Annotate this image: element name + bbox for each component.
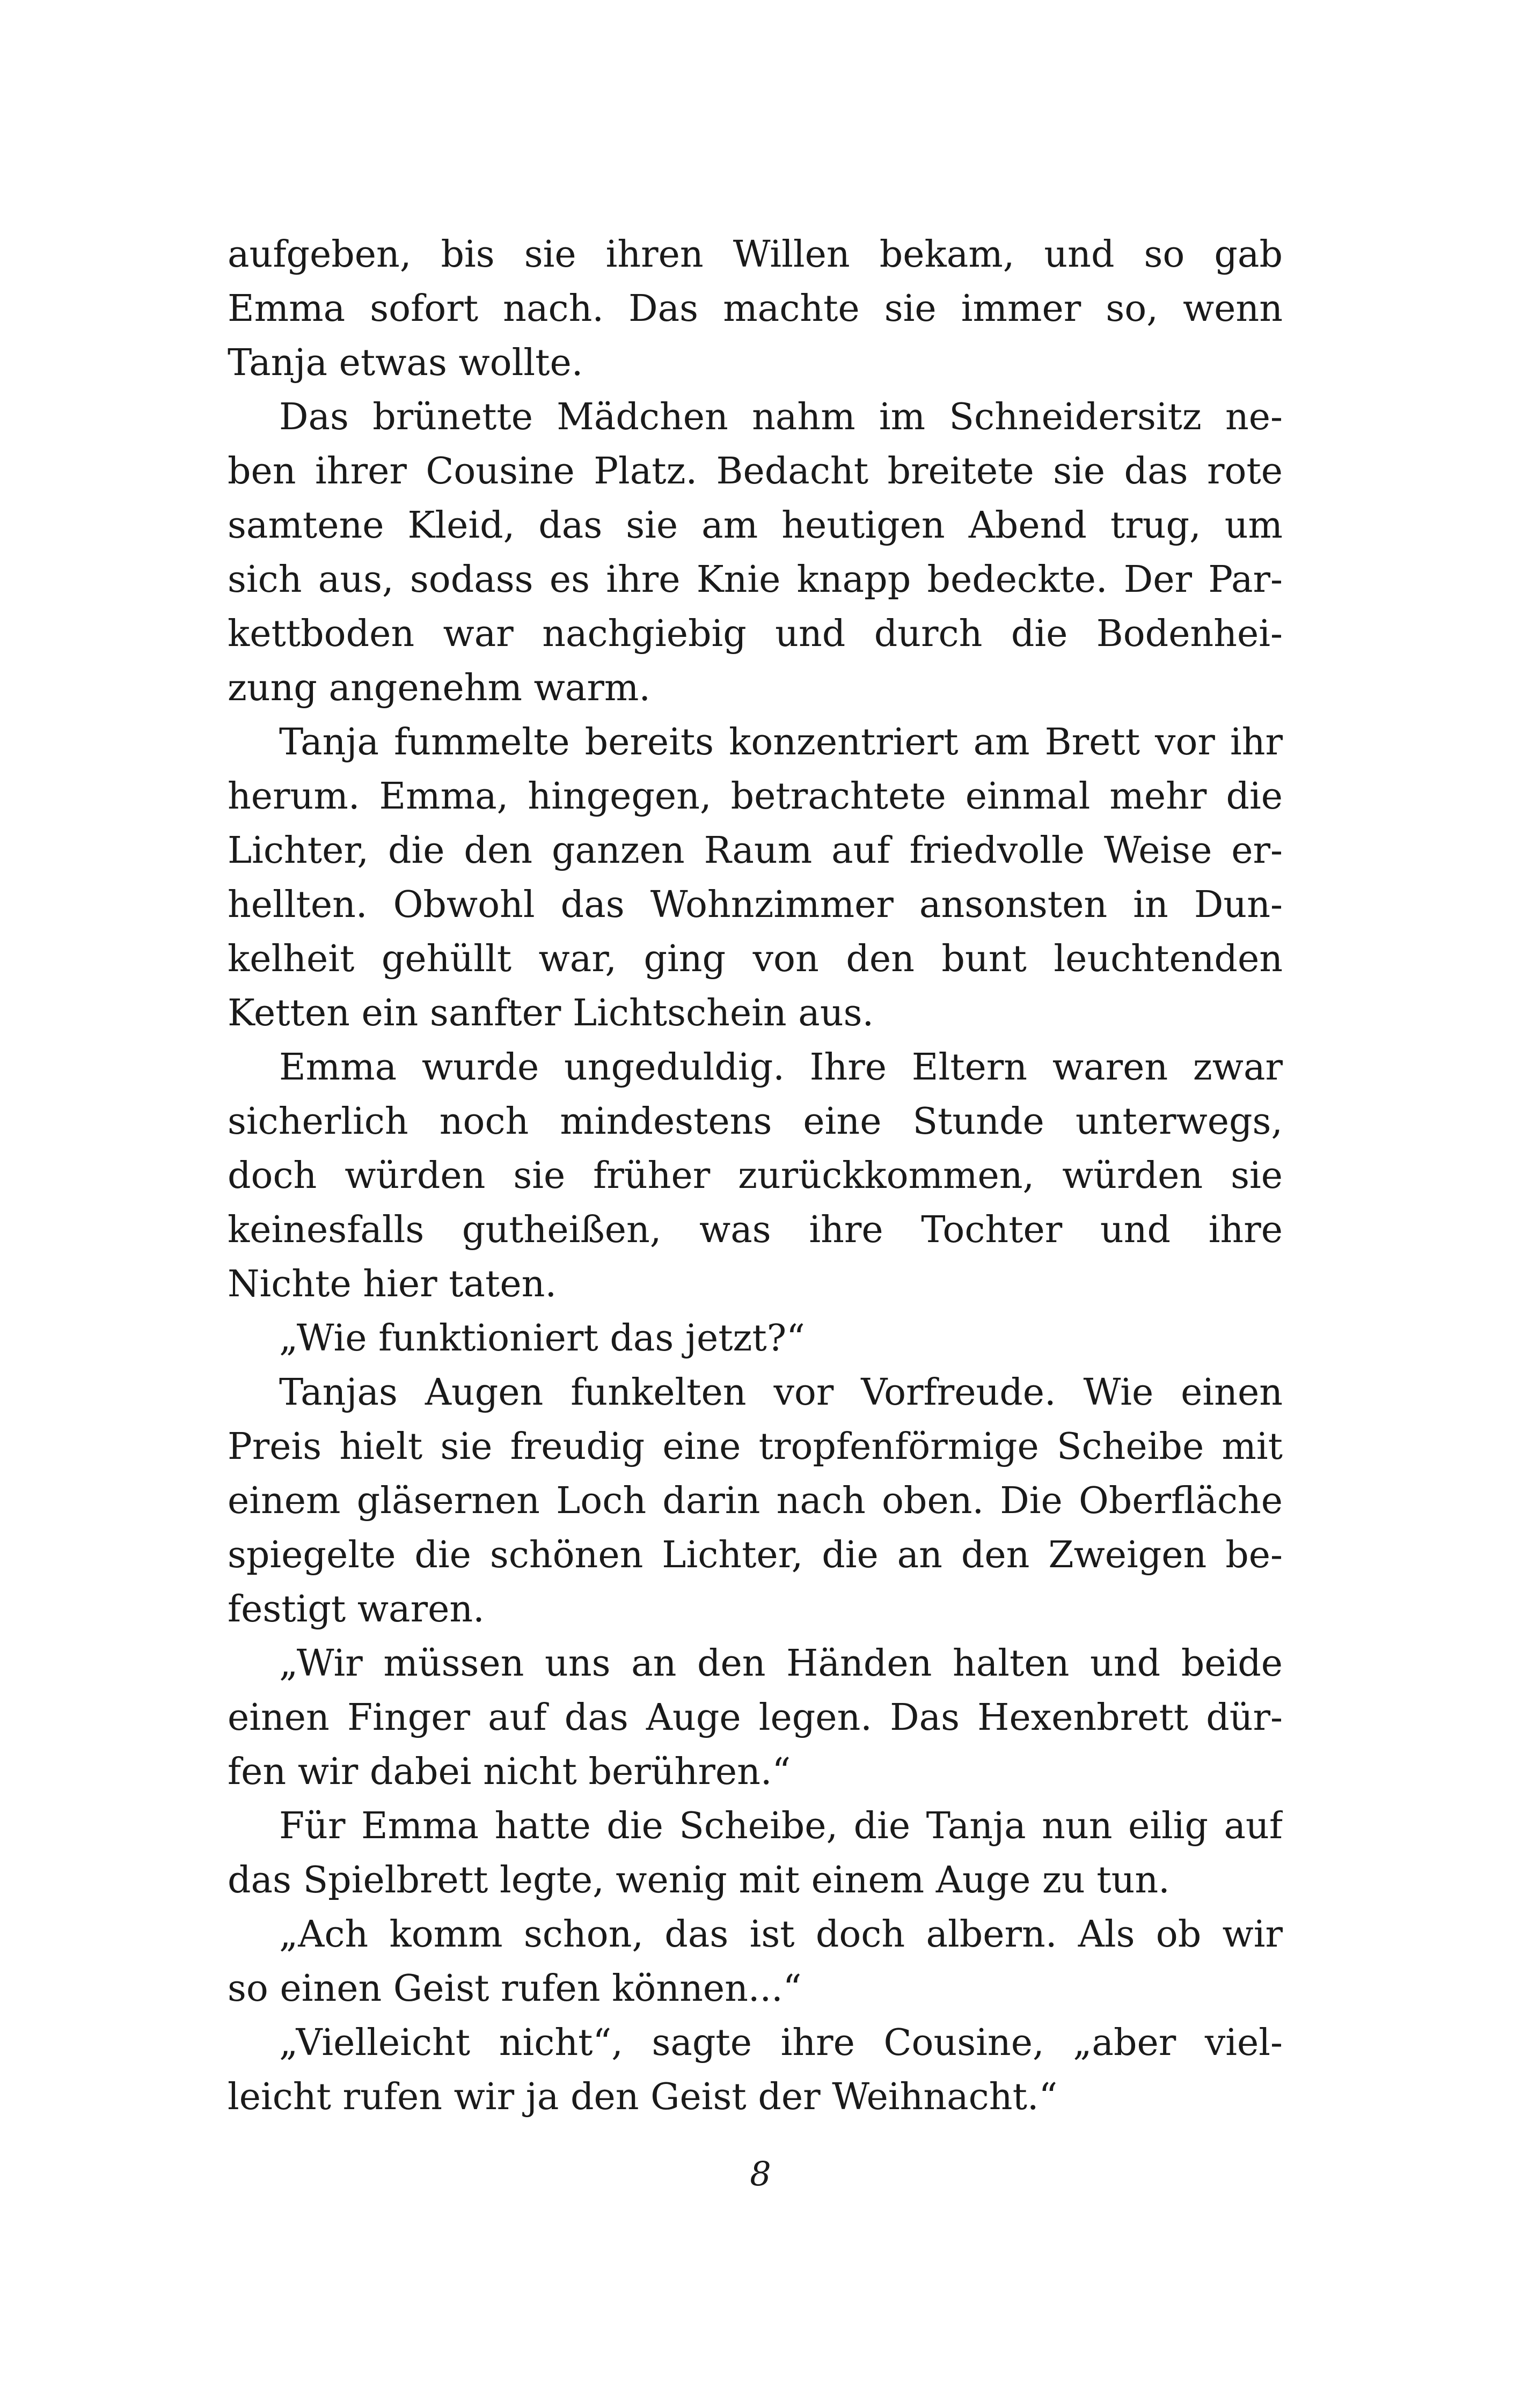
paragraph-line: aufgeben, bis sie ihren Willen bekam, und so gab (228, 233, 1283, 276)
paragraph-line: Das brünette Mädchen nahm im Schneidersitz ne- (279, 396, 1283, 438)
body-text (228, 227, 1283, 2124)
paragraph-line: „Ach komm schon, das ist doch albern. Als ob wir (279, 1913, 1283, 1956)
paragraph-line: Preis hielt sie freudig eine tropfenförmige Scheibe mit (228, 1426, 1283, 1468)
paragraph-line: fen wir dabei nicht berühren.“ (228, 1751, 791, 1793)
paragraph-line: spiegelte die schönen Lichter, die an den Zweigen be- (228, 1534, 1283, 1576)
paragraph-line: zung angenehm warm. (228, 667, 650, 709)
paragraph-line: leicht rufen wir ja den Geist der Weihnacht.“ (228, 2076, 1058, 2118)
paragraph-line: festigt waren. (228, 1588, 485, 1631)
paragraph-line: Emma wurde ungeduldig. Ihre Eltern waren zwar (279, 1046, 1283, 1089)
paragraph-line: Für Emma hatte die Scheibe, die Tanja nun eilig auf (279, 1805, 1283, 1847)
page-number: 8 (750, 2154, 771, 2193)
paragraph-line: kettboden war nachgiebig und durch die Bodenhei- (228, 613, 1283, 655)
paragraph-line: „Vielleicht nicht“, sagte ihre Cousine, „aber viel- (279, 2022, 1283, 2064)
paragraph-line: „Wie funktioniert das jetzt?“ (279, 1317, 805, 1360)
paragraph-line: das Spielbrett legte, wenig mit einem Auge zu tun. (228, 1859, 1170, 1902)
paragraph-line: einem gläsernen Loch darin nach oben. Die Oberfläche (228, 1480, 1283, 1522)
paragraph-line: einen Finger auf das Auge legen. Das Hexenbrett dür- (228, 1697, 1283, 1739)
paragraph-line: herum. Emma, hingegen, betrachtete einmal mehr die (228, 775, 1283, 818)
paragraph-line: keinesfalls gutheißen, was ihre Tochter und ihre (228, 1209, 1283, 1251)
paragraph-line: doch würden sie früher zurückkommen, würden sie (228, 1155, 1283, 1197)
paragraph-line: kelheit gehüllt war, ging von den bunt leuchtenden (228, 938, 1283, 980)
paragraph-line: Tanja fummelte bereits konzentriert am Brett vor ihr (279, 721, 1283, 763)
paragraph-line: Lichter, die den ganzen Raum auf friedvolle Weise er- (228, 829, 1283, 872)
paragraph-line: ben ihrer Cousine Platz. Bedacht breitete sie das rote (228, 450, 1283, 493)
paragraph-line: Nichte hier taten. (228, 1263, 557, 1305)
paragraph-line: sich aus, sodass es ihre Knie knapp bedeckte. Der Par- (228, 559, 1283, 601)
paragraph-line: sicherlich noch mindestens eine Stunde unterwegs, (228, 1100, 1283, 1143)
paragraph-line: samtene Kleid, das sie am heutigen Abend trug, um (228, 504, 1283, 547)
paragraph-line: Emma sofort nach. Das machte sie immer so, wenn (228, 288, 1283, 330)
paragraph-line: „Wir müssen uns an den Händen halten und beide (279, 1642, 1283, 1685)
paragraph-line: Ketten ein sanfter Lichtschein aus. (228, 992, 874, 1034)
paragraph-line: so einen Geist rufen können...“ (228, 1967, 802, 2010)
paragraph-line: Tanjas Augen funkelten vor Vorfreude. Wie einen (279, 1371, 1283, 1414)
paragraph-line: Tanja etwas wollte. (228, 342, 583, 384)
paragraph-line: hellten. Obwohl das Wohnzimmer ansonsten in Dun- (228, 884, 1283, 926)
